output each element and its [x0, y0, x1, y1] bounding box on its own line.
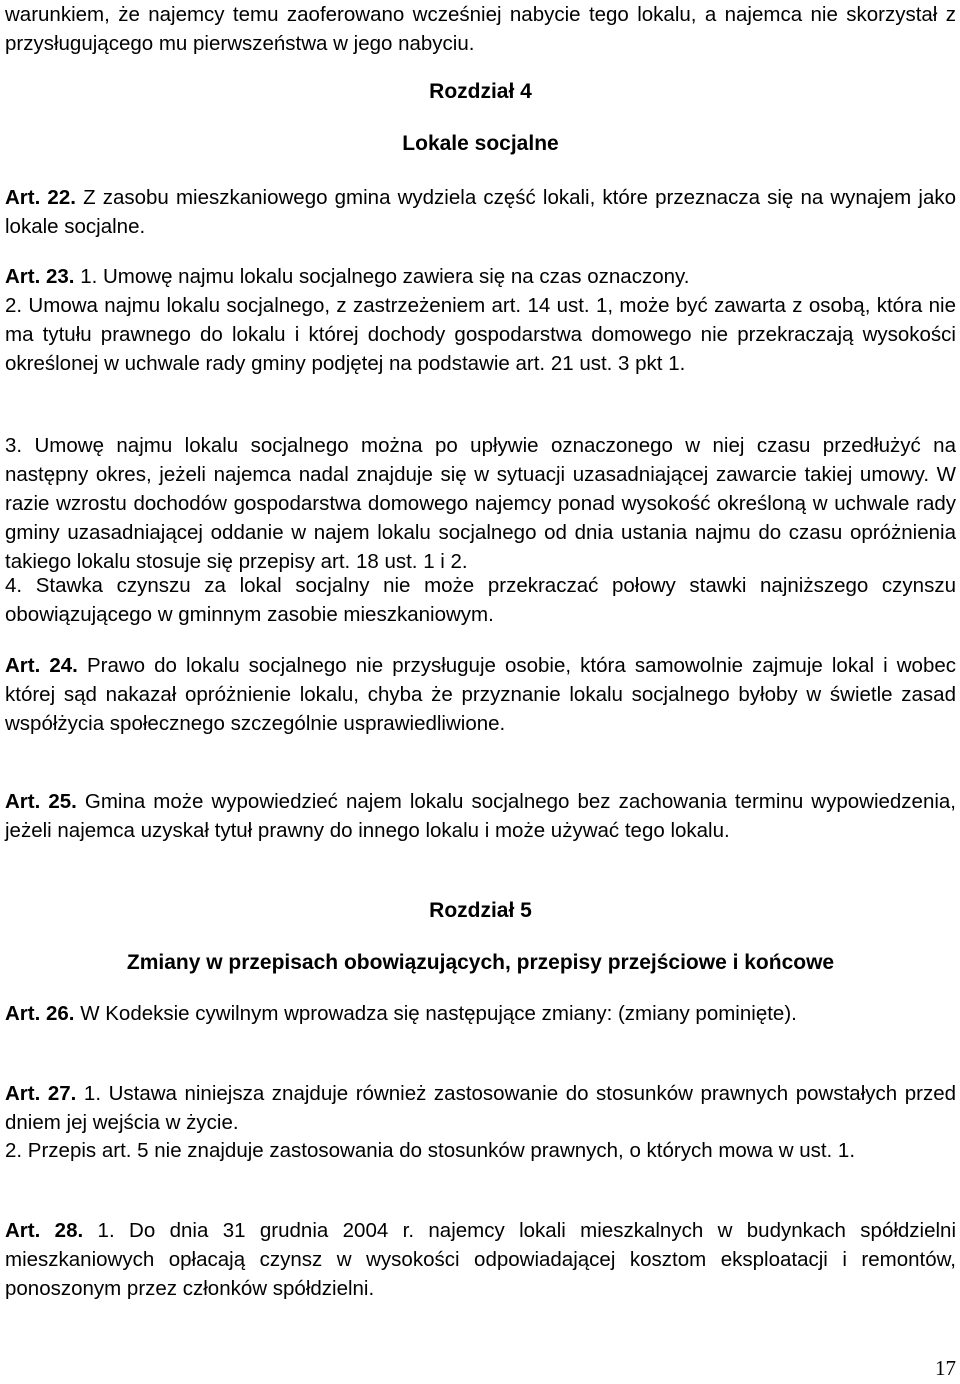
article-24-label: Art. 24.: [5, 654, 78, 677]
article-24: [5, 651, 956, 738]
article-23-para-2: [5, 291, 956, 378]
article-22-text: Z zasobu mieszkaniowego gmina wydziela część lokali, które przeznacza się na wynajem jako lokale socjalne.: [5, 186, 957, 238]
article-27-para-1: [5, 1079, 956, 1137]
article-27-para-1-text: 1. Ustawa niniejsza znajduje również zastosowanie do stosunków prawnych powstałych przed dniem jej wejścia w życie.: [5, 1082, 956, 1134]
chapter-5-heading: [5, 896, 956, 925]
chapter-4-title: [5, 129, 956, 158]
article-27-label: Art. 27.: [5, 1082, 77, 1105]
article-26: [5, 999, 956, 1028]
chapter-5-title-text: Zmiany w przepisach obowiązujących, przepisy przejściowe i końcowe: [126, 951, 835, 974]
chapter-4-heading-text: Rozdział 4: [429, 80, 532, 103]
article-26-text: W Kodeksie cywilnym wprowadza się następujące zmiany: (zmiany pominięte).: [74, 1002, 797, 1025]
article-26-label: Art. 26.: [5, 1002, 75, 1025]
article-23-para-4-text: 4. Stawka czynszu za lokal socjalny nie może przekraczać połowy stawki najniższego czynszu obowiązującego w gminnym zasobie mieszkaniowym.: [5, 574, 956, 626]
article-23-para-1: [5, 262, 956, 291]
chapter-4-heading: [5, 77, 956, 106]
article-27-para-2-text: 2. Przepis art. 5 nie znajduje zastosowania do stosunków prawnych, o których mowa w ust. 1.: [5, 1139, 856, 1162]
intro-text: warunkiem, że najemcy temu zaoferowano wcześniej nabycie tego lokalu, a najemca nie skorzystał z przysługującego mu pierwszeństwa w jego nabyciu.: [5, 3, 956, 55]
article-23-para-3: [5, 431, 956, 576]
article-22-label: Art. 22.: [5, 186, 76, 209]
chapter-5-heading-text: Rozdział 5: [429, 899, 532, 922]
chapter-4-title-text: Lokale socjalne: [402, 132, 559, 155]
page-number: 17: [935, 1356, 956, 1380]
article-28: [5, 1216, 956, 1303]
article-27-para-2: [5, 1136, 956, 1165]
chapter-5-title: [5, 948, 956, 977]
article-23-para-3-text: 3. Umowę najmu lokalu socjalnego można po upływie oznaczonego w niej czasu przedłużyć na następny okres, jeżeli najemca nadal znajduje się w sytuacji uzasadniającej zawarcie takiej umowy. W razie wzrostu dochodów gospodarstwa domowego najemcy ponad wysokość określoną w uchwale rady gminy uzasadniającej oddanie w najem lokalu socjalnego od dnia ustania najmu do czasu opróżnienia takiego lokalu stosuje się przepisy art. 18 ust. 1 i 2.: [5, 434, 956, 573]
article-23-para-2-text: 2. Umowa najmu lokalu socjalnego, z zastrzeżeniem art. 14 ust. 1, może być zawarta z osobą, która nie ma tytułu prawnego do lokalu i której dochody gospodarstwa domowego nie przekraczają wysokości określonej w uchwale rady gminy podjętej na podstawie art. 21 ust. 3 pkt 1.: [5, 294, 956, 375]
article-23-label: Art. 23.: [5, 265, 75, 288]
article-23-para-1-text: 1. Umowę najmu lokalu socjalnego zawiera się na czas oznaczony.: [74, 265, 690, 288]
article-28-text: 1. Do dnia 31 grudnia 2004 r. najemcy lokali mieszkalnych w budynkach spółdzielni mieszkaniowych opłacają czynsz w wysokości odpowiadającej kosztom eksploatacji i remontów, ponoszonym przez członków spółdzielni.: [5, 1219, 957, 1300]
article-25: [5, 787, 956, 845]
article-24-text: Prawo do lokalu socjalnego nie przysługuje osobie, która samowolnie zajmuje lokal i wobec której sąd nakazał opróżnienie lokalu, chyba że przyznanie lokalu socjalnego byłoby w świetle zasad współżycia społecznego szczególnie usprawiedliwione.: [5, 654, 956, 735]
article-25-label: Art. 25.: [5, 790, 77, 813]
article-23-para-4: [5, 571, 956, 629]
article-22: [5, 183, 956, 241]
article-25-text: Gmina może wypowiedzieć najem lokalu socjalnego bez zachowania terminu wypowiedzenia, jeżeli najemca uzyskał tytuł prawny do innego lokalu i może używać tego lokalu.: [5, 790, 956, 842]
intro-paragraph: [5, 0, 956, 58]
article-28-label: Art. 28.: [5, 1219, 84, 1242]
